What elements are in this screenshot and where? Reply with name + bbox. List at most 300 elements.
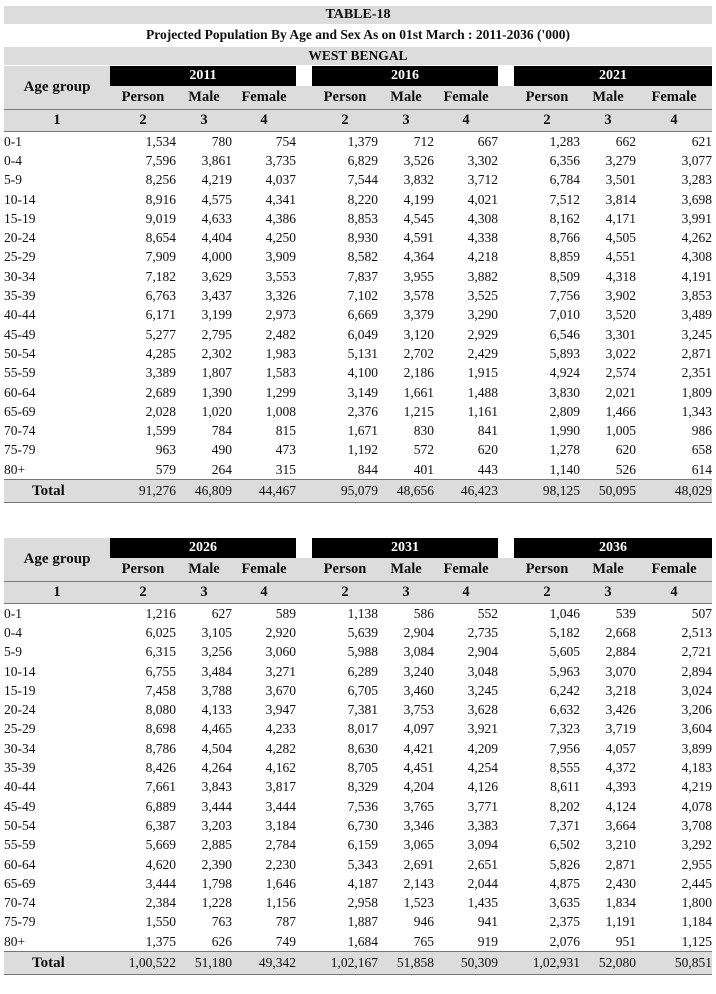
population-value: 1,809	[681, 384, 713, 400]
population-value: 1,140	[549, 461, 581, 477]
population-value: 3,899	[681, 740, 713, 756]
population-value: 3,022	[605, 345, 637, 361]
year-header: 2016	[312, 66, 498, 86]
table-row	[4, 893, 712, 912]
age-group-label: 65-69	[4, 875, 36, 891]
total-value: 50,851	[636, 952, 712, 975]
table-row	[4, 209, 712, 228]
population-value: 5,131	[347, 345, 378, 361]
total-label: Total	[4, 480, 110, 503]
column-number: 4	[434, 110, 498, 132]
population-value: 3,292	[681, 837, 713, 853]
table-row	[4, 739, 712, 758]
population-value: 3,077	[681, 152, 713, 168]
age-group-label: 10-14	[4, 191, 36, 207]
total-value: 50,095	[580, 480, 636, 503]
population-value: 3,302	[467, 152, 499, 168]
population-value: 5,893	[549, 345, 581, 361]
column-number: 4	[232, 582, 296, 604]
population-value: 7,536	[347, 798, 379, 814]
population-value: 627	[211, 605, 232, 621]
population-value: 4,187	[347, 875, 379, 891]
age-group-label: 35-39	[4, 760, 36, 776]
population-value: 3,105	[201, 624, 232, 640]
total-value: 46,423	[434, 480, 498, 503]
table-row	[4, 681, 712, 700]
population-value: 1,216	[145, 605, 176, 621]
population-value: 4,620	[145, 856, 176, 872]
population-value: 6,242	[549, 682, 581, 698]
population-value: 3,218	[605, 682, 637, 698]
population-value: 539	[615, 605, 637, 621]
age-group-label: 65-69	[4, 403, 36, 419]
age-group-label: 25-29	[4, 249, 36, 265]
population-value: 3,290	[467, 307, 499, 323]
table-row	[4, 325, 712, 344]
population-value: 1,798	[201, 875, 232, 891]
total-value: 52,080	[580, 952, 636, 975]
column-number: 2	[514, 110, 580, 132]
table-number: TABLE-18	[4, 6, 712, 24]
age-group-label: 40-44	[4, 779, 36, 795]
population-value: 9,019	[145, 210, 176, 226]
population-value: 3,629	[201, 268, 232, 284]
sub-header: Female	[636, 558, 712, 582]
table-row	[4, 623, 712, 642]
column-number: 4	[434, 582, 498, 604]
population-value: 3,955	[403, 268, 434, 284]
population-value: 4,924	[549, 365, 581, 381]
population-value: 3,719	[605, 721, 637, 737]
table-row	[4, 171, 712, 190]
population-value: 1,184	[681, 914, 713, 930]
population-value: 5,639	[347, 624, 379, 640]
population-value: 3,604	[681, 721, 713, 737]
state-name: WEST BENGAL	[4, 47, 712, 65]
population-value: 4,338	[467, 230, 499, 246]
population-value: 1,983	[265, 345, 296, 361]
population-value: 2,904	[467, 644, 499, 660]
population-value: 4,504	[201, 740, 232, 756]
age-group-label: 50-54	[4, 345, 36, 361]
population-value: 4,021	[467, 191, 499, 207]
population-value: 4,218	[467, 249, 499, 265]
population-value: 6,730	[347, 817, 379, 833]
population-value: 3,765	[403, 798, 435, 814]
population-value: 4,183	[681, 760, 713, 776]
population-value: 8,509	[549, 268, 581, 284]
population-value: 1,915	[467, 365, 499, 381]
population-value: 3,578	[403, 288, 434, 304]
population-table-2011-2021	[4, 66, 712, 503]
population-value: 507	[691, 605, 713, 621]
population-value: 4,285	[145, 345, 176, 361]
population-value: 1,523	[403, 895, 435, 911]
population-value: 6,755	[145, 663, 176, 679]
total-label: Total	[4, 952, 110, 975]
age-group-label: 15-19	[4, 682, 36, 698]
population-value: 2,735	[467, 624, 499, 640]
population-value: 8,426	[145, 760, 176, 776]
population-value: 8,162	[549, 210, 581, 226]
population-value: 3,065	[403, 837, 435, 853]
sub-header: Person	[312, 86, 378, 110]
table-row	[4, 797, 712, 816]
age-group-label: 40-44	[4, 307, 36, 323]
age-group-label: 80+	[4, 933, 26, 949]
population-value: 4,386	[265, 210, 296, 226]
population-value: 7,909	[145, 249, 176, 265]
population-value: 3,184	[265, 817, 297, 833]
population-value: 8,582	[347, 249, 378, 265]
population-value: 844	[357, 461, 378, 477]
population-value: 1,125	[681, 933, 713, 949]
population-value: 3,437	[201, 288, 232, 304]
sub-header: Female	[636, 86, 712, 110]
population-value: 2,885	[201, 837, 232, 853]
population-value: 2,513	[681, 624, 713, 640]
population-value: 3,206	[681, 702, 713, 718]
population-value: 3,245	[681, 326, 713, 342]
population-value: 986	[691, 423, 713, 439]
population-value: 4,633	[201, 210, 232, 226]
sub-header: Person	[514, 86, 580, 110]
population-value: 1,046	[549, 605, 581, 621]
population-value: 3,199	[201, 307, 232, 323]
population-value: 1,800	[681, 895, 713, 911]
population-value: 2,076	[549, 933, 581, 949]
age-group-label: 0-4	[4, 624, 22, 640]
population-value: 3,670	[265, 682, 297, 698]
table-row	[4, 758, 712, 777]
total-value: 98,125	[514, 480, 580, 503]
population-value: 1,488	[467, 384, 499, 400]
population-value: 3,664	[605, 817, 637, 833]
total-value: 95,079	[312, 480, 378, 503]
population-value: 4,393	[605, 779, 637, 795]
population-value: 2,691	[403, 856, 435, 872]
population-value: 1,375	[145, 933, 176, 949]
population-value: 6,889	[145, 798, 176, 814]
population-value: 6,705	[347, 682, 379, 698]
population-value: 4,262	[681, 230, 713, 246]
population-value: 3,947	[265, 702, 297, 718]
population-value: 3,753	[403, 702, 435, 718]
population-value: 4,465	[201, 721, 232, 737]
sub-header: Male	[176, 86, 232, 110]
population-value: 919	[477, 933, 499, 949]
total-row	[4, 952, 712, 975]
population-value: 7,102	[347, 288, 378, 304]
population-value: 3,520	[605, 307, 637, 323]
population-value: 7,371	[549, 817, 581, 833]
age-group-label: 70-74	[4, 423, 36, 439]
age-group-label: 5-9	[4, 644, 22, 660]
population-value: 2,384	[145, 895, 176, 911]
total-value: 50,309	[434, 952, 498, 975]
population-value: 1,379	[347, 133, 378, 149]
population-value: 815	[275, 423, 296, 439]
age-group-label: 30-34	[4, 740, 36, 756]
population-value: 5,343	[347, 856, 379, 872]
sub-header: Female	[232, 558, 296, 582]
population-value: 3,084	[403, 644, 435, 660]
table-row	[4, 855, 712, 874]
table-row	[4, 306, 712, 325]
year-header: 2011	[110, 66, 296, 86]
population-value: 4,551	[605, 249, 637, 265]
population-value: 4,451	[403, 760, 435, 776]
population-value: 7,512	[549, 191, 581, 207]
population-value: 712	[413, 133, 434, 149]
population-value: 7,756	[549, 288, 581, 304]
sub-header: Female	[434, 86, 498, 110]
age-group-label: 5-9	[4, 172, 22, 188]
population-value: 4,133	[201, 702, 232, 718]
sub-header: Male	[580, 558, 636, 582]
table-row	[4, 874, 712, 893]
total-value: 49,342	[232, 952, 296, 975]
population-value: 763	[211, 914, 232, 930]
table-subtitle: Projected Population By Age and Sex As on 01st March : 2011-2036 ('000)	[4, 25, 712, 45]
population-value: 3,120	[403, 326, 434, 342]
population-value: 5,605	[549, 644, 581, 660]
population-value: 3,832	[403, 172, 434, 188]
population-value: 2,143	[403, 875, 435, 891]
population-value: 2,668	[605, 624, 637, 640]
population-value: 1,138	[347, 605, 379, 621]
population-value: 2,702	[403, 345, 434, 361]
column-number: 2	[312, 582, 378, 604]
table-row	[4, 190, 712, 209]
column-number: 3	[580, 582, 636, 604]
population-value: 1,887	[347, 914, 379, 930]
table-row	[4, 662, 712, 681]
population-value: 1,161	[467, 403, 499, 419]
population-value: 1,215	[403, 403, 434, 419]
population-value: 3,389	[145, 365, 176, 381]
sub-header: Person	[514, 558, 580, 582]
population-value: 4,318	[605, 268, 637, 284]
population-value: 2,973	[265, 307, 296, 323]
population-value: 490	[211, 442, 232, 458]
population-value: 8,017	[347, 721, 379, 737]
column-number: 1	[4, 110, 110, 132]
population-value: 3,094	[467, 837, 499, 853]
table-row	[4, 604, 712, 624]
population-value: 4,591	[403, 230, 434, 246]
population-value: 7,323	[549, 721, 581, 737]
population-value: 2,871	[605, 856, 637, 872]
year-header: 2036	[514, 538, 712, 558]
population-value: 579	[155, 461, 176, 477]
population-value: 3,788	[201, 682, 232, 698]
population-value: 2,482	[265, 326, 296, 342]
population-value: 784	[211, 423, 232, 439]
population-value: 621	[691, 133, 713, 149]
population-value: 2,186	[403, 365, 434, 381]
total-value: 1,02,167	[312, 952, 378, 975]
population-value: 4,875	[549, 875, 581, 891]
population-value: 1,343	[681, 403, 713, 419]
population-value: 3,712	[467, 172, 499, 188]
age-group-label: 75-79	[4, 914, 36, 930]
total-value: 1,02,931	[514, 952, 580, 975]
population-value: 941	[477, 914, 499, 930]
year-header: 2026	[110, 538, 296, 558]
population-value: 7,381	[347, 702, 379, 718]
table-row	[4, 267, 712, 286]
population-value: 3,708	[681, 817, 713, 833]
population-value: 589	[275, 605, 297, 621]
population-value: 4,162	[265, 760, 297, 776]
population-value: 2,445	[681, 875, 713, 891]
population-value: 1,834	[605, 895, 637, 911]
population-value: 401	[413, 461, 434, 477]
population-value: 8,916	[145, 191, 176, 207]
population-value: 830	[413, 423, 434, 439]
population-value: 6,669	[347, 307, 378, 323]
population-value: 2,044	[467, 875, 499, 891]
column-number: 3	[176, 110, 232, 132]
population-value: 8,930	[347, 230, 378, 246]
population-value: 3,256	[201, 644, 232, 660]
population-value: 6,159	[347, 837, 379, 853]
table-row	[4, 132, 712, 152]
population-value: 963	[155, 442, 176, 458]
sub-header: Person	[110, 558, 176, 582]
population-value: 315	[275, 461, 296, 477]
population-value: 787	[275, 914, 297, 930]
population-value: 626	[211, 933, 232, 949]
sub-header: Male	[378, 86, 434, 110]
population-value: 4,404	[201, 230, 232, 246]
sub-header: Male	[580, 86, 636, 110]
table-row	[4, 720, 712, 739]
population-value: 1,283	[549, 133, 581, 149]
sub-header: Person	[312, 558, 378, 582]
column-number: 3	[378, 110, 434, 132]
population-value: 4,191	[681, 268, 713, 284]
total-value: 1,00,522	[110, 952, 176, 975]
population-value: 3,444	[201, 798, 232, 814]
population-value: 4,209	[467, 740, 499, 756]
population-value: 1,156	[265, 895, 297, 911]
population-value: 586	[413, 605, 435, 621]
population-value: 4,097	[403, 721, 435, 737]
population-value: 3,526	[403, 152, 434, 168]
population-value: 3,735	[265, 152, 296, 168]
population-value: 1,192	[347, 442, 378, 458]
total-value: 46,809	[176, 480, 232, 503]
population-value: 951	[615, 933, 637, 949]
population-value: 4,372	[605, 760, 637, 776]
age-group-label: 75-79	[4, 442, 36, 458]
table-row	[4, 778, 712, 797]
population-value: 7,182	[145, 268, 176, 284]
table-row	[4, 932, 712, 952]
total-row	[4, 480, 712, 503]
population-value: 2,302	[201, 345, 232, 361]
year-header: 2031	[312, 538, 498, 558]
column-number: 4	[636, 582, 712, 604]
population-value: 3,525	[467, 288, 499, 304]
population-value: 4,575	[201, 191, 232, 207]
population-value: 1,684	[347, 933, 379, 949]
population-value: 4,233	[265, 721, 297, 737]
population-value: 1,435	[467, 895, 499, 911]
population-value: 6,289	[347, 663, 379, 679]
population-value: 7,458	[145, 682, 176, 698]
population-value: 1,020	[201, 403, 232, 419]
population-value: 1,299	[265, 384, 296, 400]
population-value: 2,689	[145, 384, 176, 400]
population-value: 2,376	[347, 403, 378, 419]
population-value: 1,008	[265, 403, 296, 419]
population-value: 1,599	[145, 423, 176, 439]
table-row	[4, 228, 712, 247]
population-value: 3,902	[605, 288, 637, 304]
population-value: 3,814	[605, 191, 637, 207]
population-value: 3,245	[467, 682, 499, 698]
population-value: 946	[413, 914, 435, 930]
population-value: 3,501	[605, 172, 637, 188]
population-value: 4,505	[605, 230, 637, 246]
population-value: 1,990	[549, 423, 581, 439]
population-value: 3,283	[681, 172, 713, 188]
population-value: 1,005	[605, 423, 637, 439]
population-value: 4,545	[403, 210, 434, 226]
population-value: 1,390	[201, 384, 232, 400]
age-group-label: 60-64	[4, 384, 36, 400]
population-value: 1,466	[605, 403, 637, 419]
column-number: 3	[580, 110, 636, 132]
population-value: 8,220	[347, 191, 378, 207]
total-value: 51,858	[378, 952, 434, 975]
population-value: 3,024	[681, 682, 713, 698]
total-value: 44,467	[232, 480, 296, 503]
age-group-header: Age group	[4, 66, 110, 110]
population-value: 2,904	[403, 624, 435, 640]
population-value: 1,646	[265, 875, 297, 891]
population-value: 8,698	[145, 721, 176, 737]
population-value: 3,489	[681, 307, 713, 323]
population-value: 2,721	[681, 644, 713, 660]
population-value: 4,126	[467, 779, 499, 795]
population-value: 3,210	[605, 837, 637, 853]
population-value: 749	[275, 933, 297, 949]
sub-header: Male	[176, 558, 232, 582]
sub-header: Person	[110, 86, 176, 110]
table-row	[4, 441, 712, 460]
sub-header: Male	[378, 558, 434, 582]
population-value: 1,228	[201, 895, 232, 911]
population-value: 3,698	[681, 191, 713, 207]
population-value: 4,204	[403, 779, 435, 795]
population-value: 7,661	[145, 779, 176, 795]
table-row	[4, 913, 712, 932]
column-number: 1	[4, 582, 110, 604]
population-value: 8,853	[347, 210, 378, 226]
population-value: 4,000	[201, 249, 232, 265]
population-value: 4,078	[681, 798, 713, 814]
population-value: 3,326	[265, 288, 296, 304]
population-value: 4,308	[681, 249, 713, 265]
table-row	[4, 248, 712, 267]
population-value: 765	[413, 933, 435, 949]
population-value: 780	[211, 133, 232, 149]
population-value: 3,628	[467, 702, 499, 718]
